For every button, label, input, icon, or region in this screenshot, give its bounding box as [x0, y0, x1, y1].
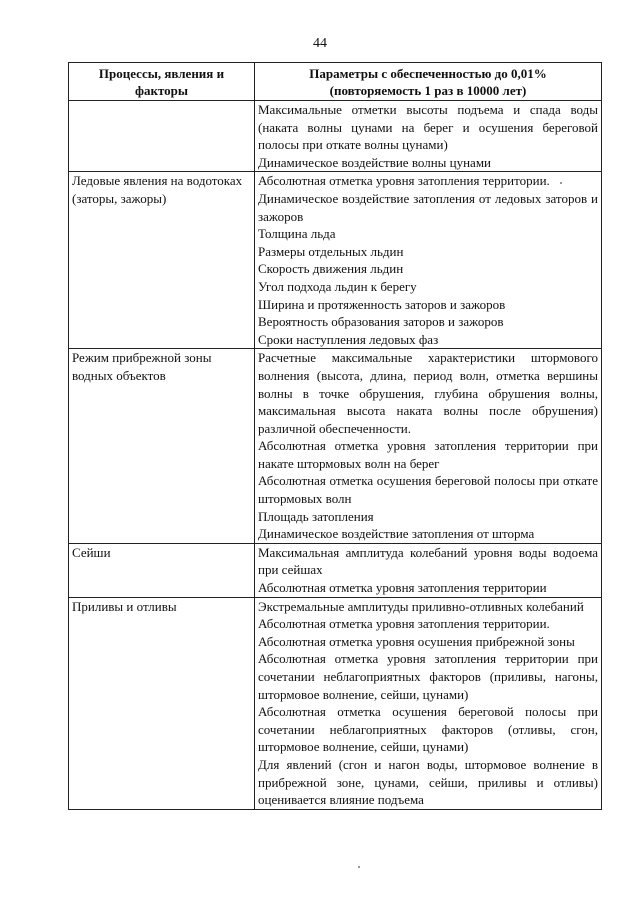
page-number: 44	[313, 36, 327, 51]
parameter-item: Вероятность образования заторов и зажоров	[258, 314, 504, 330]
parameters-table	[68, 62, 602, 810]
parameter-item: Абсолютная отметка осушения береговой полосы при откате штормовых волн	[258, 473, 598, 507]
parameter-item: Ширина и протяженность заторов и зажоров	[258, 296, 506, 312]
table-header-row	[69, 63, 602, 101]
parameter-item: Сроки наступления ледовых фаз	[258, 331, 439, 347]
table-row-ice	[69, 172, 602, 349]
parameters-cell	[255, 543, 602, 597]
parameter-item: Для явлений (сгон и нагон воды, штормовое волнение в прибрежной зоне, цунами, сейши, приливы и отливы) оценивается влияние подъема	[258, 756, 598, 808]
process-cell: Сейши	[69, 543, 255, 597]
table-row-tsunami	[69, 101, 602, 172]
parameter-item: Угол подхода льдин к берегу	[258, 278, 417, 294]
header-parameters-line2: (повторяемость 1 раз в 10000 лет)	[329, 82, 527, 98]
parameter-item: Динамическое воздействие затопления от ледовых заторов и зажоров	[258, 190, 598, 224]
parameter-item: Абсолютная отметка уровня затопления территории	[258, 580, 547, 596]
parameters-cell	[255, 101, 602, 172]
parameter-item: Абсолютная отметка уровня затопления территории.	[258, 616, 550, 632]
parameter-item: Скорость движения льдин	[258, 261, 404, 277]
process-cell: Приливы и отливы	[69, 597, 255, 809]
table-row-coastal	[69, 349, 602, 544]
parameter-item: Динамическое воздействие волны цунами	[258, 154, 492, 170]
parameter-item: Динамическое воздействие затопления от шторма	[258, 526, 535, 542]
parameter-item: Толщина льда	[258, 226, 336, 242]
parameter-item: Максимальная амплитуда колебаний уровня воды водоема при сейшах	[258, 544, 598, 578]
scan-speck	[560, 182, 562, 184]
parameter-item: Абсолютная отметка уровня затопления территории.	[258, 173, 550, 189]
parameter-item: Абсолютная отметка уровня затопления территории при накате штормовых волн на берег	[258, 438, 598, 471]
parameters-cell	[255, 349, 602, 544]
process-cell	[69, 101, 255, 172]
parameter-item: Размеры отдельных льдин	[258, 243, 404, 259]
process-cell: Ледовые явления на водотоках (заторы, зажоры)	[69, 172, 255, 349]
scan-speck	[358, 866, 360, 868]
parameter-item: Экстремальные амплитуды приливно-отливных колебаний	[258, 598, 584, 614]
parameter-item: Максимальные отметки высоты подъема и спада воды (наката волны цунами на берег и осушения береговой полосы при откате волны цунами)	[258, 102, 598, 153]
header-processes: Процессы, явления и факторы	[69, 63, 255, 101]
parameters-cell	[255, 597, 602, 809]
header-parameters	[255, 63, 602, 101]
parameter-item: Площадь затопления	[258, 508, 374, 524]
parameters-cell	[255, 172, 602, 349]
parameter-item: Абсолютная отметка уровня затопления территории при сочетании неблагоприятных факторов (приливы, нагоны, штормовое волнение, сейши, цунами)	[258, 651, 598, 702]
process-cell: Режим прибрежной зоны водных объектов	[69, 349, 255, 544]
table-row-tides	[69, 597, 602, 809]
table-row-seiches	[69, 543, 602, 597]
parameter-item: Абсолютная отметка уровня осушения прибрежной зоны	[258, 633, 575, 649]
parameter-item: Расчетные максимальные характеристики штормового волнения (высота, длина, период волн, отметка вершины волны в точке обрушения, глубина обрушения волны, максимальная высота наката волны после обрушения) различной обеспеченности.	[258, 350, 598, 436]
parameter-item: Абсолютная отметка осушения береговой полосы при сочетании неблагоприятных факторов (отливы, сгон, штормовое волнение, сейши, цунами)	[258, 704, 598, 755]
header-parameters-line1: Параметры с обеспеченностью до 0,01%	[309, 66, 547, 81]
